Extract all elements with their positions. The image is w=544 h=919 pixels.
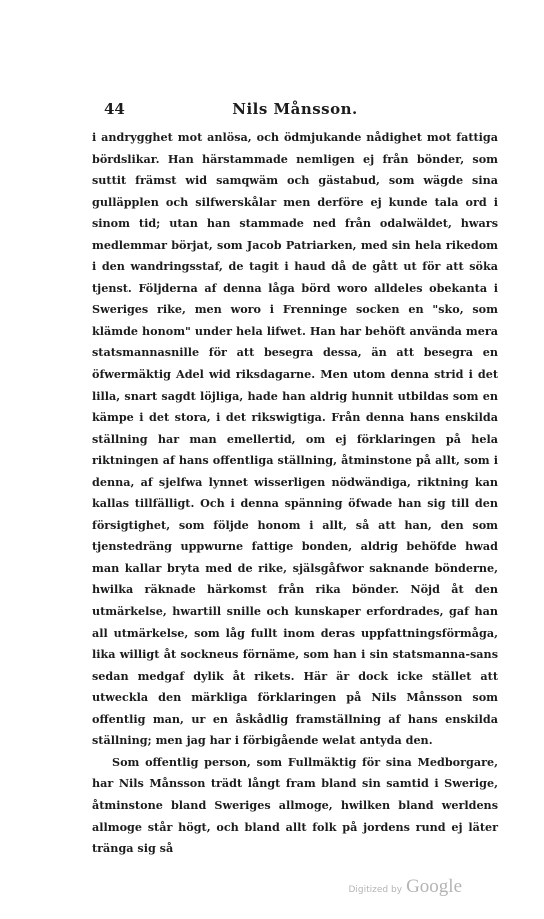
paragraph: i andrygghet mot anlösa, och ödmjukande nådighet mot fattiga bördslikar. Han härstammade nemligen ej från bönder, som suttit främst wid samqwäm och gästabud, som wägde sina gulläpplen och silfwerskålar men derföre ej kunde tala ord i sinom tid; utan han stammade ned från odalwäldet, hwars medlemmar börjat, som Jacob Patriarken, med sin hela rikedom i den wandringsstaf, de tagit i haud då de gått ut för att söka tjenst. Följderna af denna låga börd woro alldeles obekanta i Sweriges rike, men woro i Frenninge socken en "sko, som klämde honom" under hela lifwet. Han har behöft använda mera statsmannasnille för att besegra dessa, än att besegra en öfwermäktig Adel wid riksdagarne. Men utom denna strid i det lilla, snart sagdt löjliga, hade han aldrig hunnit utbildas som en kämpe i det stora, i det rikswigtiga. Från denna hans enskilda ställning har man emellertid, om ej förklaringen på hela riktningen af hans offentliga ställning, åtminstone på allt, som i denna, af sjelfwa lynnet wisserligen nödwändiga, riktning kan kallas tillfälligt. Och i denna spänning öfwade han sig till den försigtighet, som följde honom i allt, så att han, den som tjenstedräng uppwurne fattige bonden, aldrig behöfde hwad man kallar bryta med de rike, själsgåfwor saknande bönderne, hwilka räknade härkomst från rika bönder. Nöjd åt den utmärkelse, hwartill snille och kunskaper erfordrades, gaf han all utmärkelse, som låg fullt inom deras uppfattningsförmåga, lika willigt åt sockneus förnäme, som han i sin statsmanna-sans sedan medgaf dylik åt rikets. Här är dock icke stället att utweckla den märkliga förklaringen på Nils Månsson som offentlig man, ur en åskådlig framställning af hans enskilda ställning; men jag har i förbigående welat antyda den.	[92, 130, 498, 748]
digitized-label: Digitized by	[348, 885, 403, 895]
google-logo: Google	[406, 876, 462, 897]
paragraph: Som offentlig person, som Fullmäktig för sina Medborgare, har Nils Månsson trädt långt fram bland sin samtid i Swerige, åtminstone bland Sweriges allmoge, hwilken bland werldens allmoge står högt, och bland allt folk på jordens rund ej läter tränga sig så	[92, 754, 498, 856]
running-title: Nils Månsson.	[232, 100, 358, 118]
page-number: 44	[104, 100, 125, 118]
body-text	[92, 127, 498, 860]
digitization-watermark	[349, 876, 463, 898]
page-header	[92, 100, 498, 122]
